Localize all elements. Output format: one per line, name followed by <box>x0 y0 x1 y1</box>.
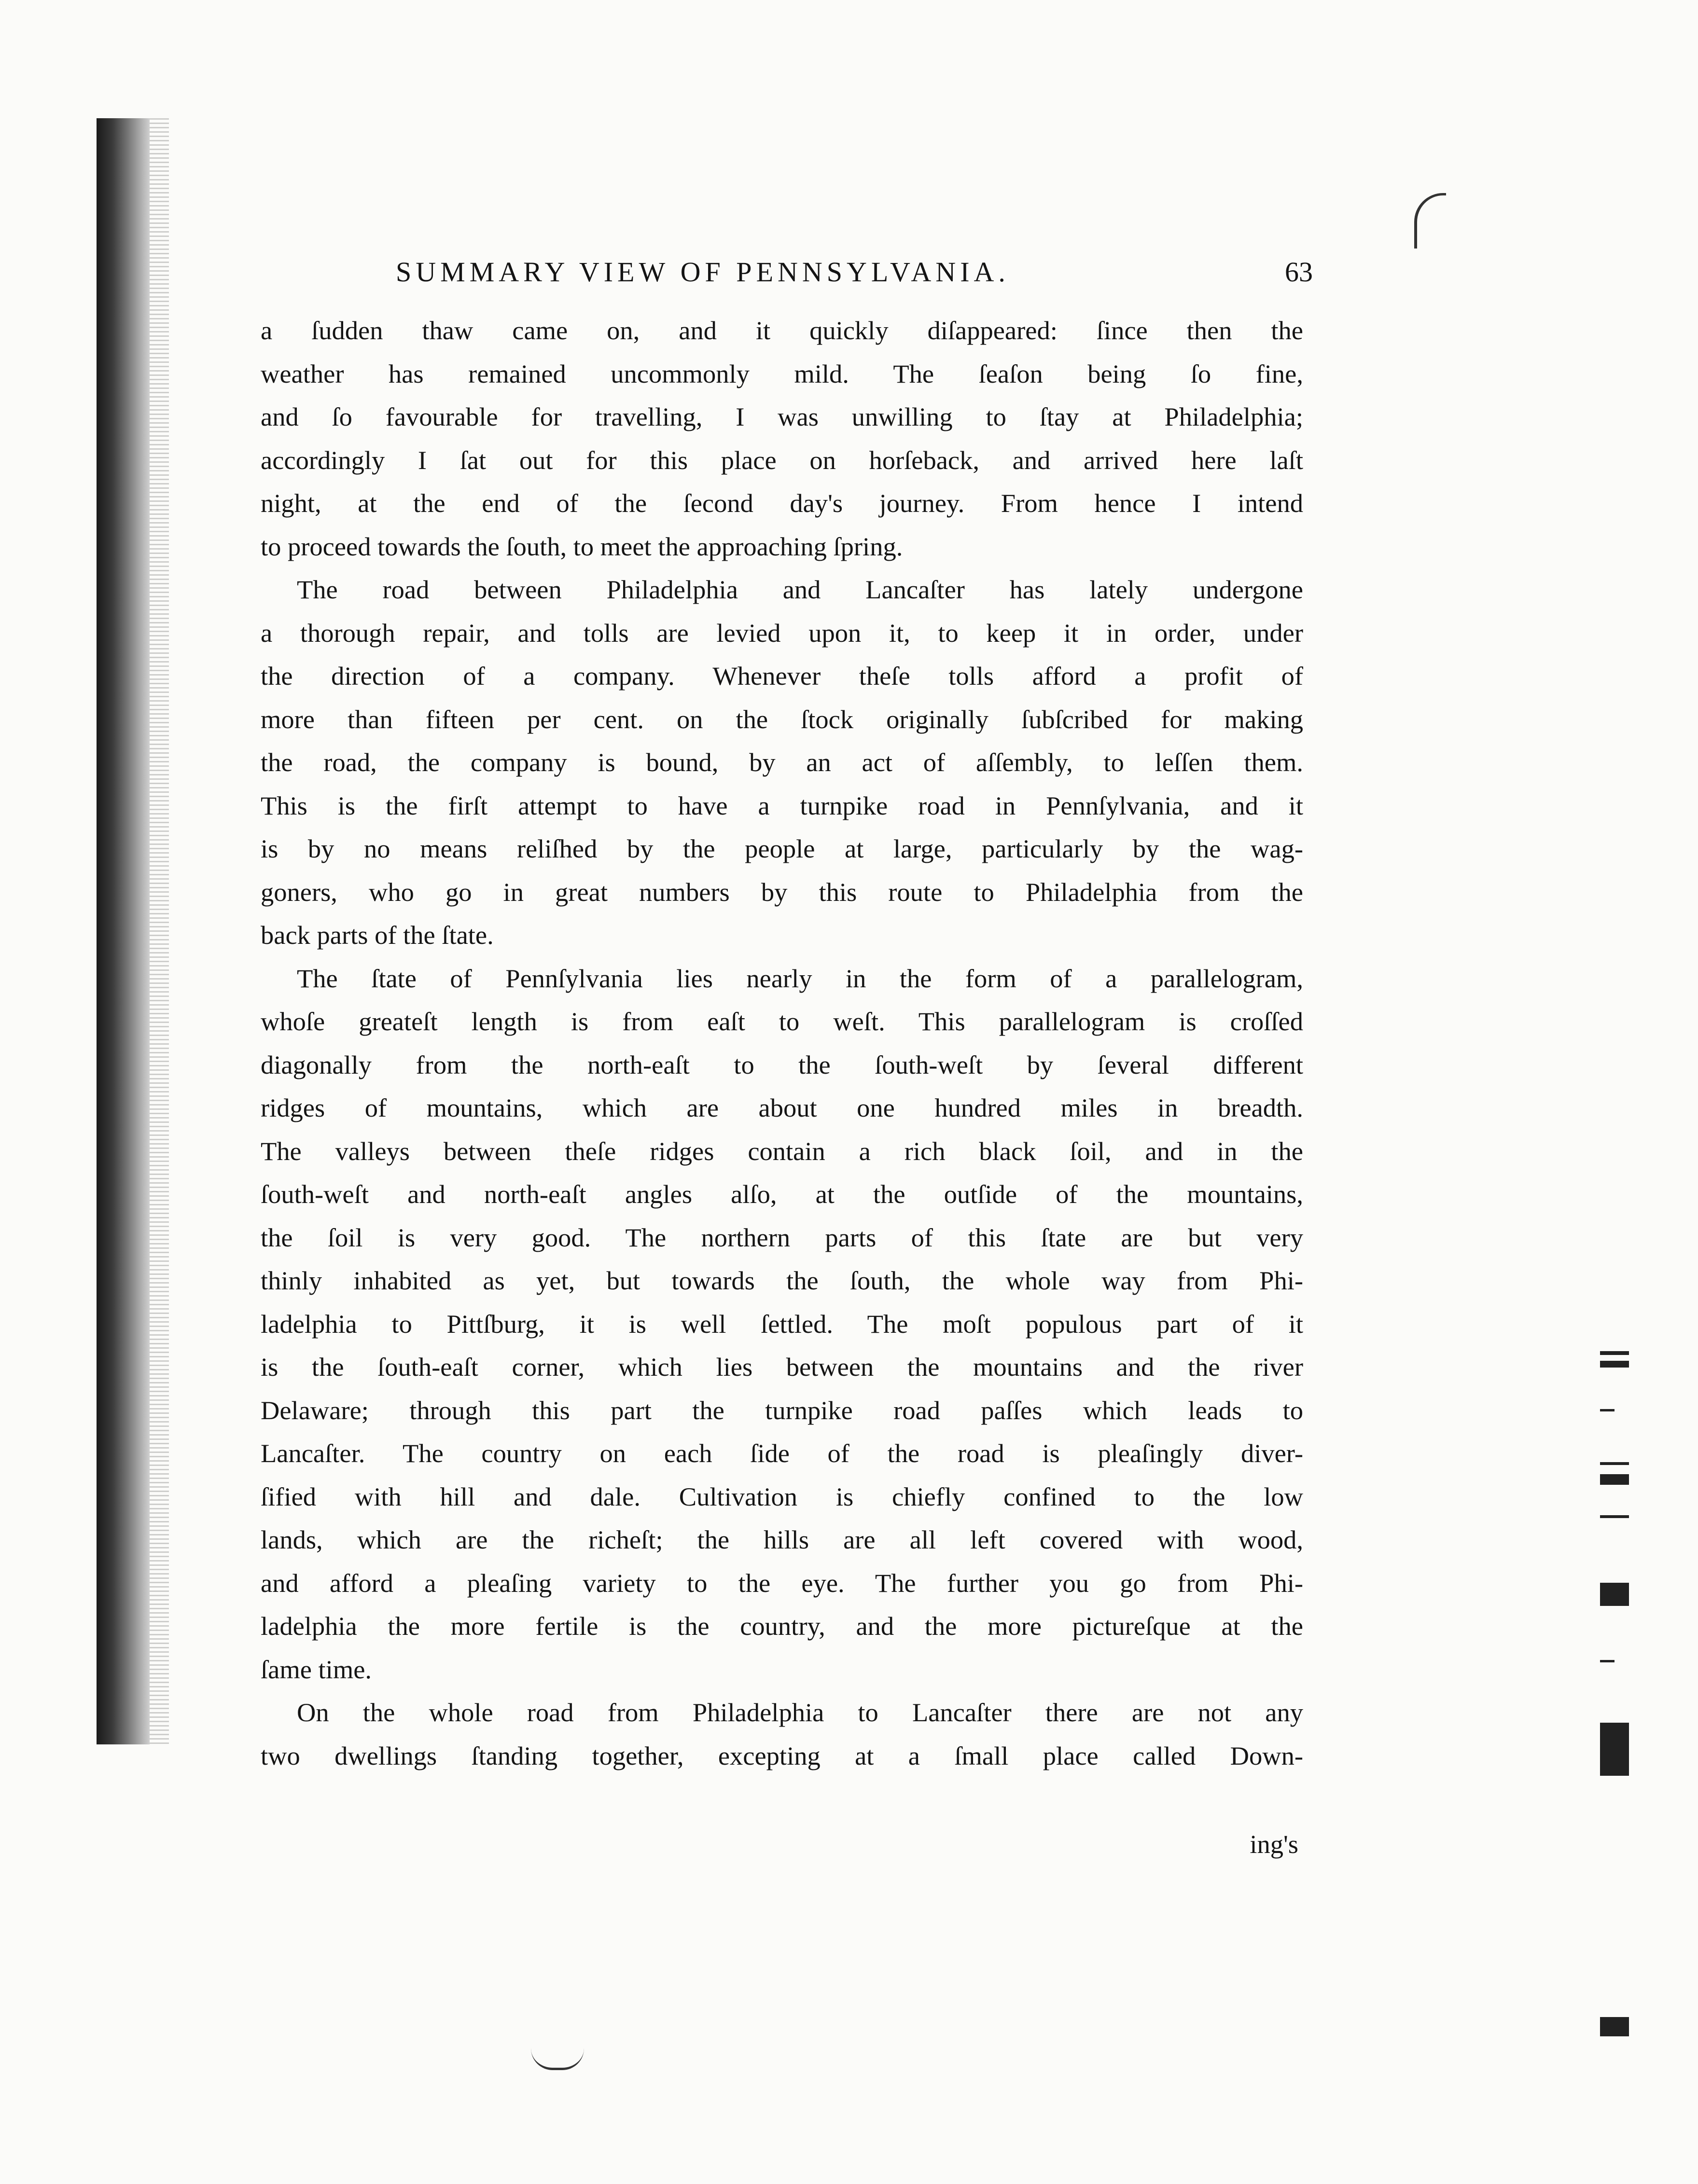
text-line: whoſe greateſt length is from eaſt to weſt. This parallelogram is croſſed <box>261 1007 1303 1036</box>
text-line: is by no means reliſhed by the people at large, particularly by the wag- <box>261 834 1303 863</box>
text-line: ſame time. <box>261 1654 372 1684</box>
text-line: night, at the end of the ſecond day's journey. From hence I intend <box>261 488 1303 518</box>
text-line: accordingly I ſat out for this place on horſeback, and arrived here laſt <box>261 445 1303 475</box>
running-title: SUMMARY VIEW OF PENNSYLVANIA. <box>396 256 1010 288</box>
bottom-pen-mark <box>531 2048 584 2070</box>
running-header <box>396 256 1313 299</box>
text-line: is the ſouth-eaſt corner, which lies between the mountains and the river <box>261 1352 1303 1382</box>
text-line: the ſoil is very good. The northern parts of this ſtate are but very <box>261 1222 1303 1252</box>
text-line: ſified with hill and dale. Cultivation is chiefly confined to the low <box>261 1481 1303 1511</box>
text-line: ridges of mountains, which are about one hundred miles in breadth. <box>261 1093 1303 1122</box>
text-line: Lancaſter. The country on each ſide of the road is pleaſingly diver- <box>261 1438 1303 1468</box>
text-line: ladelphia the more fertile is the country, and the more pictureſque at the <box>261 1611 1303 1641</box>
text-line: diagonally from the north-eaſt to the ſouth-weſt by ſeveral different <box>261 1050 1303 1079</box>
text-line: a thorough repair, and tolls are levied upon it, to keep it in order, under <box>261 618 1303 648</box>
text-line: and ſo favourable for travelling, I was unwilling to ſtay at Philadelphia; <box>261 402 1303 431</box>
text-line: ladelphia to Pittſburg, it is well ſettled. The moſt populous part of it <box>261 1309 1303 1339</box>
text-line: to proceed towards the ſouth, to meet the approaching ſpring. <box>261 531 903 561</box>
gutter-speckle <box>150 118 169 1744</box>
paragraph-first-line: The ſtate of Pennſylvania lies nearly in the form of a parallelogram, <box>297 963 1303 993</box>
text-line: thinly inhabited as yet, but towards the ſouth, the whole way from Phi- <box>261 1266 1303 1295</box>
catchword: ing's <box>1250 1829 1298 1859</box>
paragraph-first-line: The road between Philadelphia and Lancaſter has lately undergone <box>297 575 1303 604</box>
text-line: goners, who go in great numbers by this route to Philadelphia from the <box>261 877 1303 907</box>
text-line: The valleys between theſe ridges contain a rich black ſoil, and in the <box>261 1136 1303 1166</box>
paragraph-first-line: On the whole road from Philadelphia to Lancaſter there are not any <box>297 1698 1303 1727</box>
text-line: the road, the company is bound, by an act of aſſembly, to leſſen them. <box>261 747 1303 777</box>
text-line: lands, which are the richeſt; the hills are all left covered with wood, <box>261 1525 1303 1554</box>
page-number: 63 <box>1285 256 1313 288</box>
text-line: Delaware; through this part the turnpike road paſſes which leads to <box>261 1395 1303 1425</box>
margin-pen-mark <box>1414 193 1446 249</box>
text-line: more than fifteen per cent. on the ſtock originally ſubſcribed for making <box>261 704 1303 734</box>
text-line: the direction of a company. Whenever theſe tolls afford a profit of <box>261 661 1303 691</box>
text-line: and afford a pleaſing variety to the eye. The further you go from Phi- <box>261 1568 1303 1598</box>
text-line: weather has remained uncommonly mild. The ſeaſon being ſo fine, <box>261 359 1303 388</box>
scan-edge-marks <box>1600 1351 1653 2075</box>
page-body-text <box>261 309 1303 1777</box>
text-line: a ſudden thaw came on, and it quickly diſappeared: ſince then the <box>261 316 1303 345</box>
text-line: back parts of the ſtate. <box>261 920 494 950</box>
text-line: two dwellings ſtanding together, excepting at a ſmall place called Down- <box>261 1741 1303 1770</box>
text-line: This is the firſt attempt to have a turnpike road in Pennſylvania, and it <box>261 790 1303 820</box>
binding-gutter-shadow <box>97 118 150 1744</box>
text-line: ſouth-weſt and north-eaſt angles alſo, at the outſide of the mountains, <box>261 1179 1303 1209</box>
